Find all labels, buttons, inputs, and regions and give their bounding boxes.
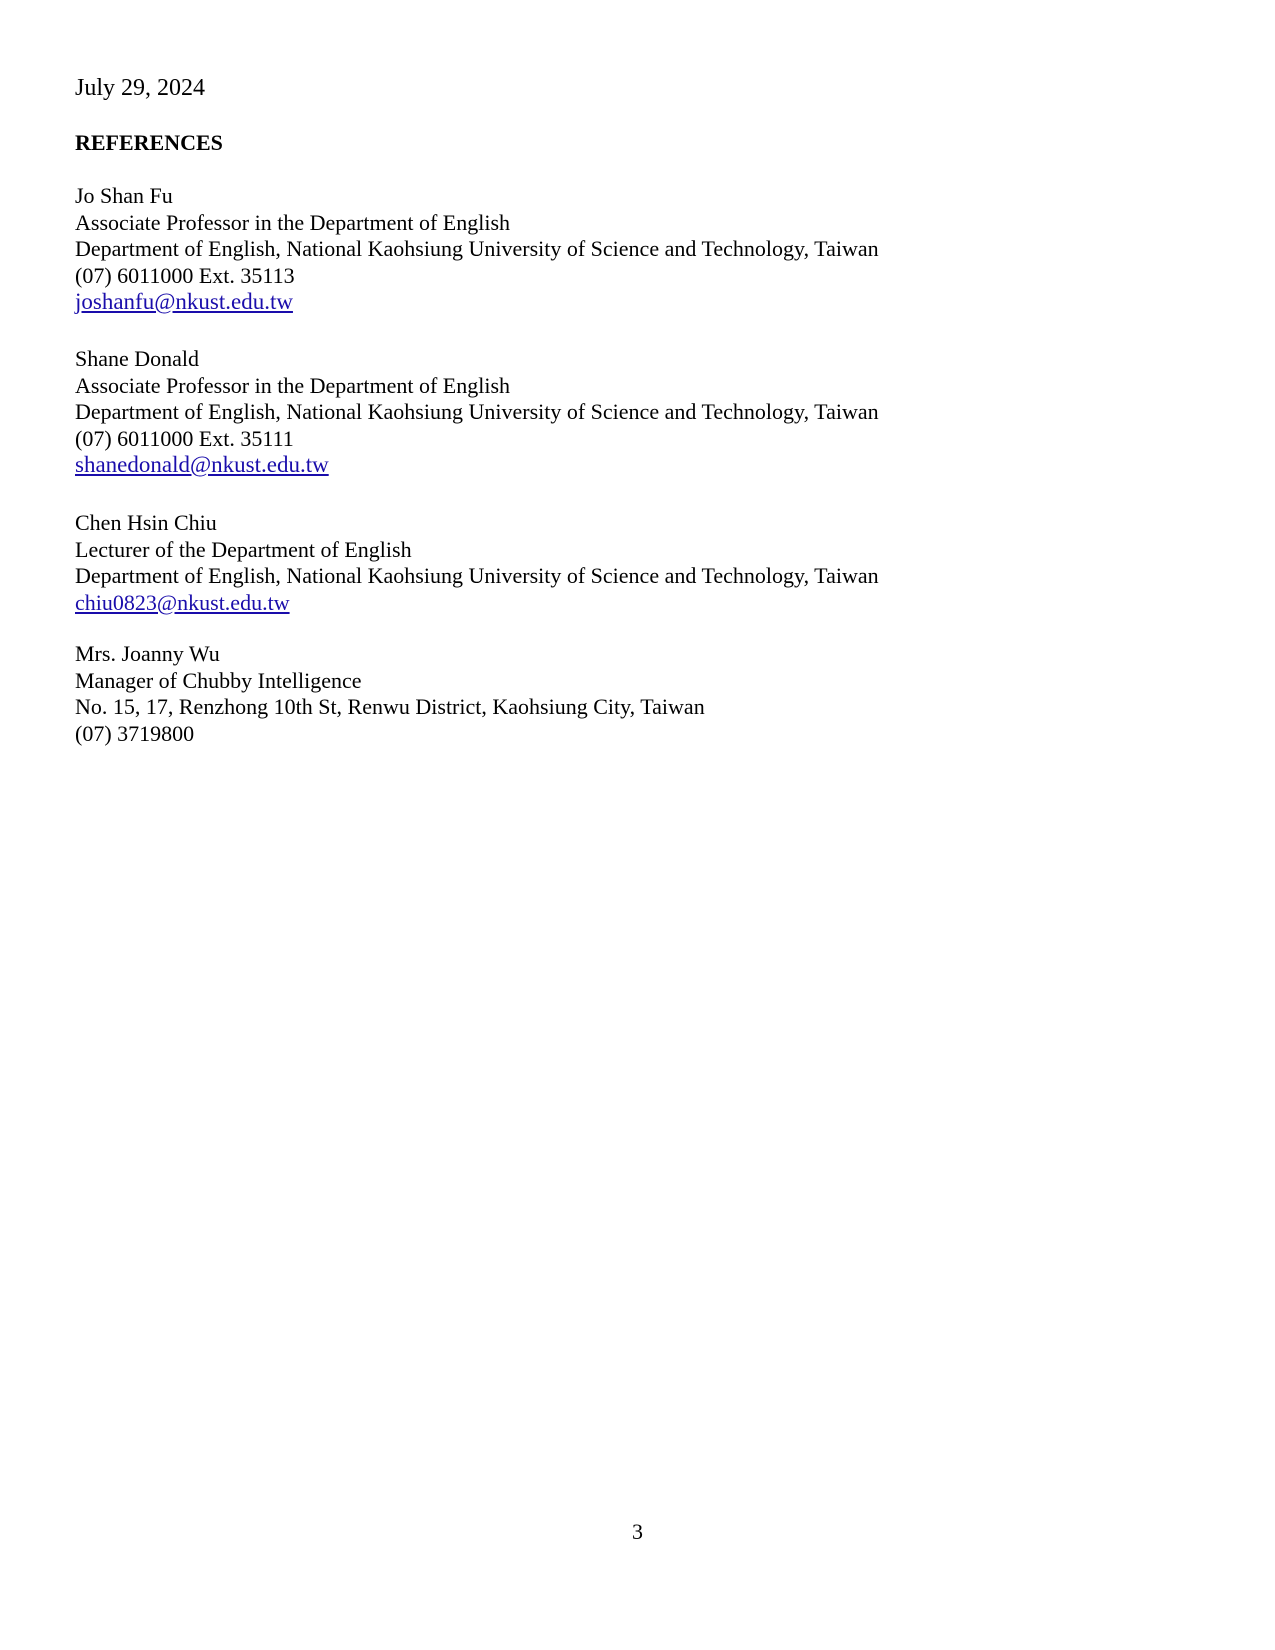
- reference-name: Chen Hsin Chiu: [75, 510, 217, 535]
- reference-entry-joanny-wu: [75, 641, 705, 747]
- reference-title: Associate Professor in the Department of English: [75, 372, 511, 398]
- reference-name: Mrs. Joanny Wu: [75, 641, 220, 666]
- reference-title: Associate Professor in the Department of English: [75, 209, 511, 235]
- reference-name: Shane Donald: [75, 346, 200, 371]
- reference-affiliation: Department of English, National Kaohsiung University of Science and Technology, Taiwan: [75, 399, 879, 424]
- reference-email-link[interactable]: shanedonald@nkust.edu.tw: [75, 452, 329, 477]
- reference-email-link[interactable]: joshanfu@nkust.edu.tw: [75, 289, 293, 314]
- reference-name: Jo Shan Fu: [75, 183, 173, 208]
- reference-phone: (07) 3719800: [75, 720, 195, 746]
- reference-phone: (07) 6011000 Ext. 35113: [75, 262, 295, 288]
- reference-entry-shane-donald: [75, 346, 879, 479]
- references-heading: REFERENCES: [75, 130, 223, 155]
- page-number: 3: [632, 1519, 643, 1544]
- reference-entry-chen-hsin-chiu: [75, 510, 879, 616]
- reference-phone: (07) 6011000 Ext. 35111: [75, 425, 294, 451]
- reference-title: Manager of Chubby Intelligence: [75, 667, 362, 693]
- reference-affiliation: Department of English, National Kaohsiung University of Science and Technology, Taiwan: [75, 236, 879, 261]
- reference-email-link[interactable]: chiu0823@nkust.edu.tw: [75, 589, 290, 615]
- reference-affiliation: Department of English, National Kaohsiung University of Science and Technology, Taiwan: [75, 563, 879, 588]
- reference-title: Lecturer of the Department of English: [75, 536, 412, 562]
- reference-address: No. 15, 17, Renzhong 10th St, Renwu District, Kaohsiung City, Taiwan: [75, 694, 705, 719]
- document-date: July 29, 2024: [75, 75, 206, 101]
- reference-entry-jo-shan-fu: [75, 183, 879, 316]
